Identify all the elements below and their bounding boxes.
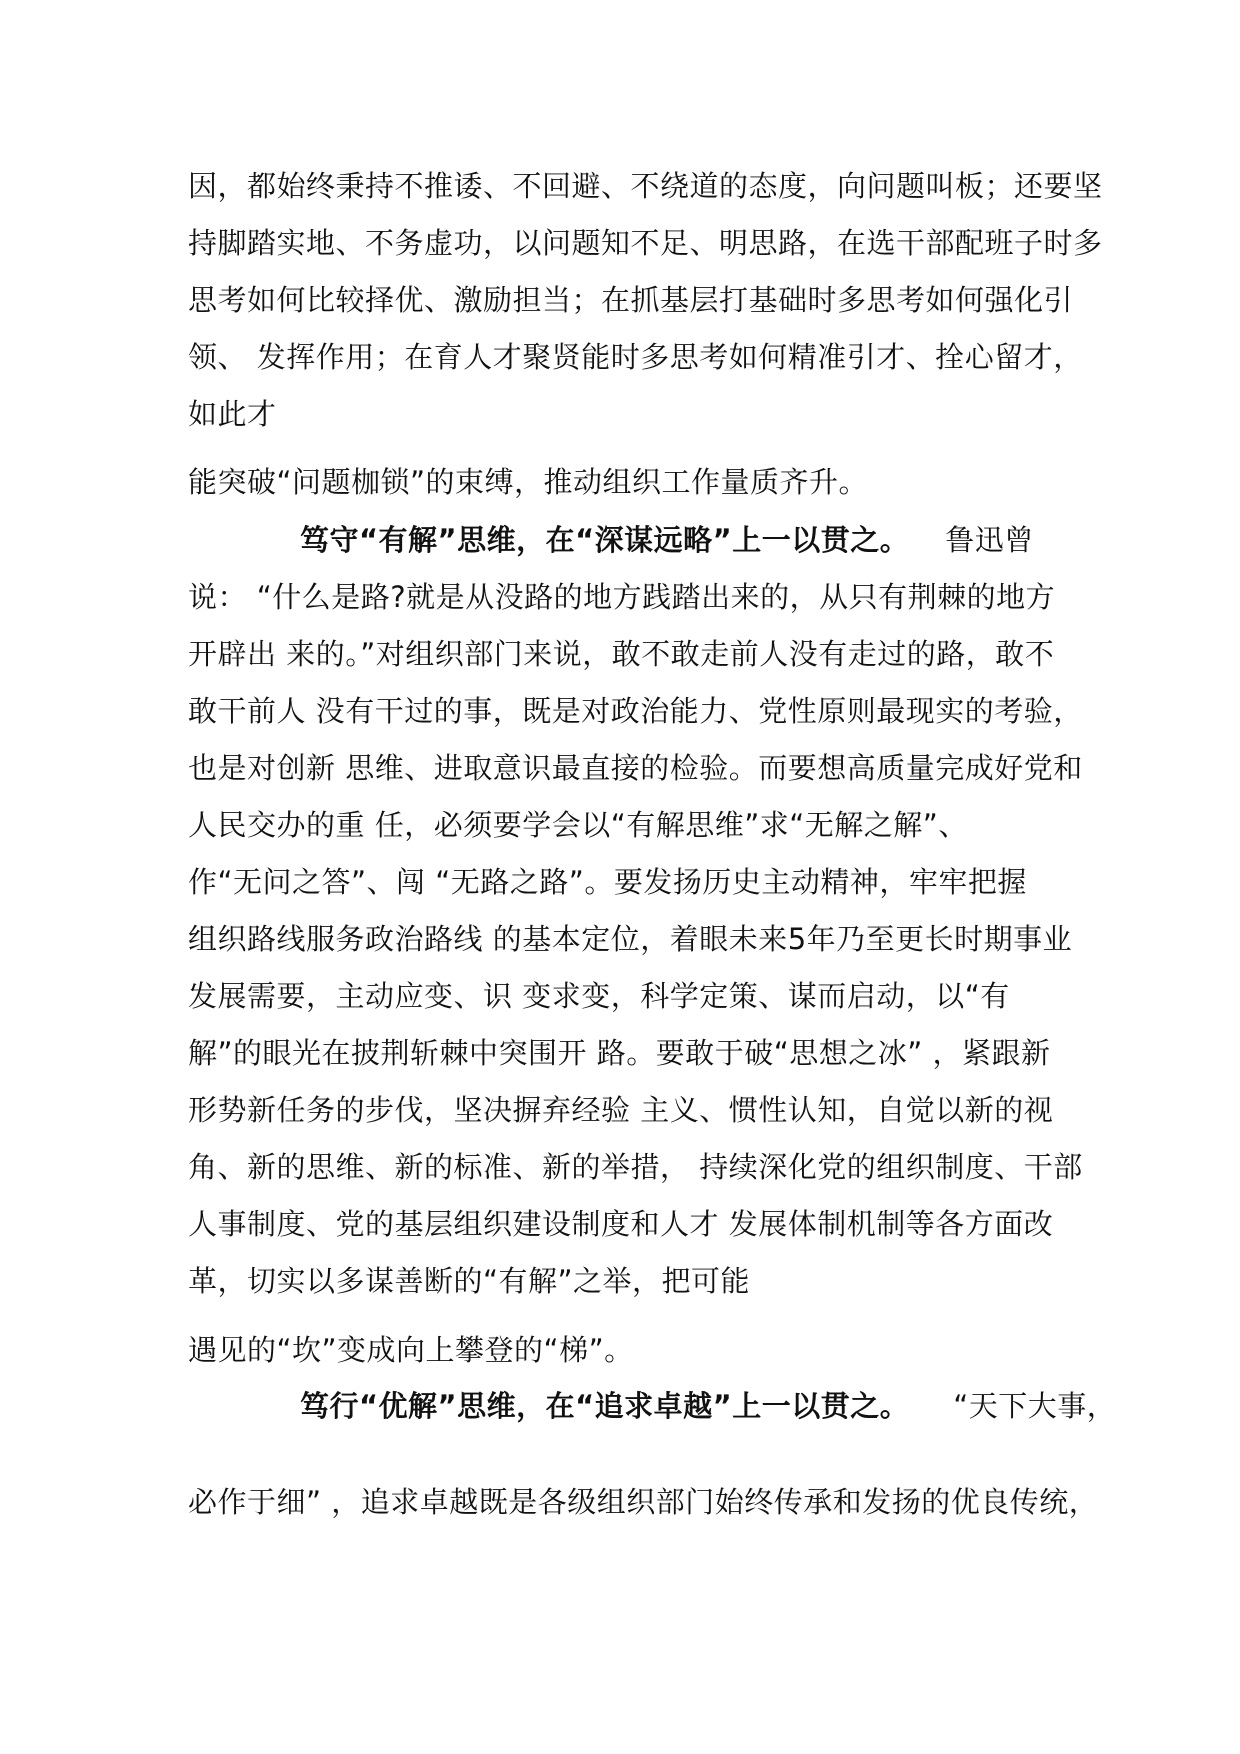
paragraph-line: 说： “什么是路?就是从没路的地方践踏出来的，从只有荆棘的地方 [188, 580, 1056, 614]
paragraph-line: 必作于细” ，追求卓越既是各级组织部门始终传承和发扬的优良传统， [188, 1485, 1099, 1519]
paragraph-line: 遇见的“坎”变成向上攀登的“梯”。 [188, 1333, 634, 1367]
section-heading-continuation: 鲁迅曾 [945, 523, 1034, 557]
paragraph-line: 持脚踏实地、不务虚功，以问题知不足、明思路，在选干部配班子时多 [188, 226, 1103, 260]
section-heading [300, 1386, 1116, 1426]
paragraph-line: 人民交办的重 任，必须要学会以“有解思维”求“无解之解”、 [188, 808, 968, 842]
paragraph-line: 因，都始终秉持不推诿、不回避、不绕道的态度，向问题叫板；还要坚 [188, 169, 1103, 203]
paragraph-line: 组织路线服务政治路线 的基本定位，着眼未来5年乃至更长时期事业 [188, 922, 1073, 956]
paragraph-line: 革，切实以多谋善断的“有解”之举，把可能 [188, 1264, 751, 1298]
paragraph-line: 开辟出 来的。”对组织部门来说，敢不敢走前人没有走过的路，敢不 [188, 637, 1055, 671]
paragraph-line: 如此才 [188, 397, 277, 431]
section-heading-title: 笃行“优解”思维，在“追求卓越”上一以贯之。 [300, 1389, 910, 1423]
paragraph-line: 领、 发挥作用；在育人才聚贤能时多思考如何精准引才、拴心留才， [188, 340, 1083, 374]
paragraph-line: 思考如何比较择优、激励担当；在抓基层打基础时多思考如何强化引 [188, 283, 1074, 317]
section-heading-continuation: “天下大事， [953, 1389, 1117, 1423]
paragraph-line: 敢干前人 没有干过的事，既是对政治能力、党性原则最现实的考验， [188, 694, 1083, 728]
paragraph-line: 也是对创新 思维、进取意识最直接的检验。而要想高质量完成好党和 [188, 751, 1083, 785]
paragraph-line: 形势新任务的步伐，坚决摒弃经验 主义、惯性认知，自觉以新的视 [188, 1093, 1054, 1127]
paragraph-line: 角、新的思维、新的标准、新的举措， 持续深化党的组织制度、干部 [188, 1150, 1083, 1184]
section-heading-title: 笃守“有解”思维，在“深谋远略”上一以贯之。 [300, 523, 910, 557]
paragraph-line: 作“无问之答”、闯 “无路之路”。要发扬历史主动精神，牢牢把握 [188, 865, 1027, 899]
paragraph-line: 解”的眼光在披荆斩棘中突围开 路。要敢于破“思想之冰” ，紧跟新 [188, 1036, 1051, 1070]
paragraph-line: 人事制度、党的基层组织建设制度和人才 发展体制机制等各方面改 [188, 1207, 1054, 1241]
paragraph-line: 发展需要，主动应变、识 变求变，科学定策、谋而启动，以“有 [188, 979, 1010, 1013]
section-heading [300, 520, 1034, 560]
paragraph-line: 能突破“问题枷锁”的束缚，推动组织工作量质齐升。 [188, 465, 869, 499]
